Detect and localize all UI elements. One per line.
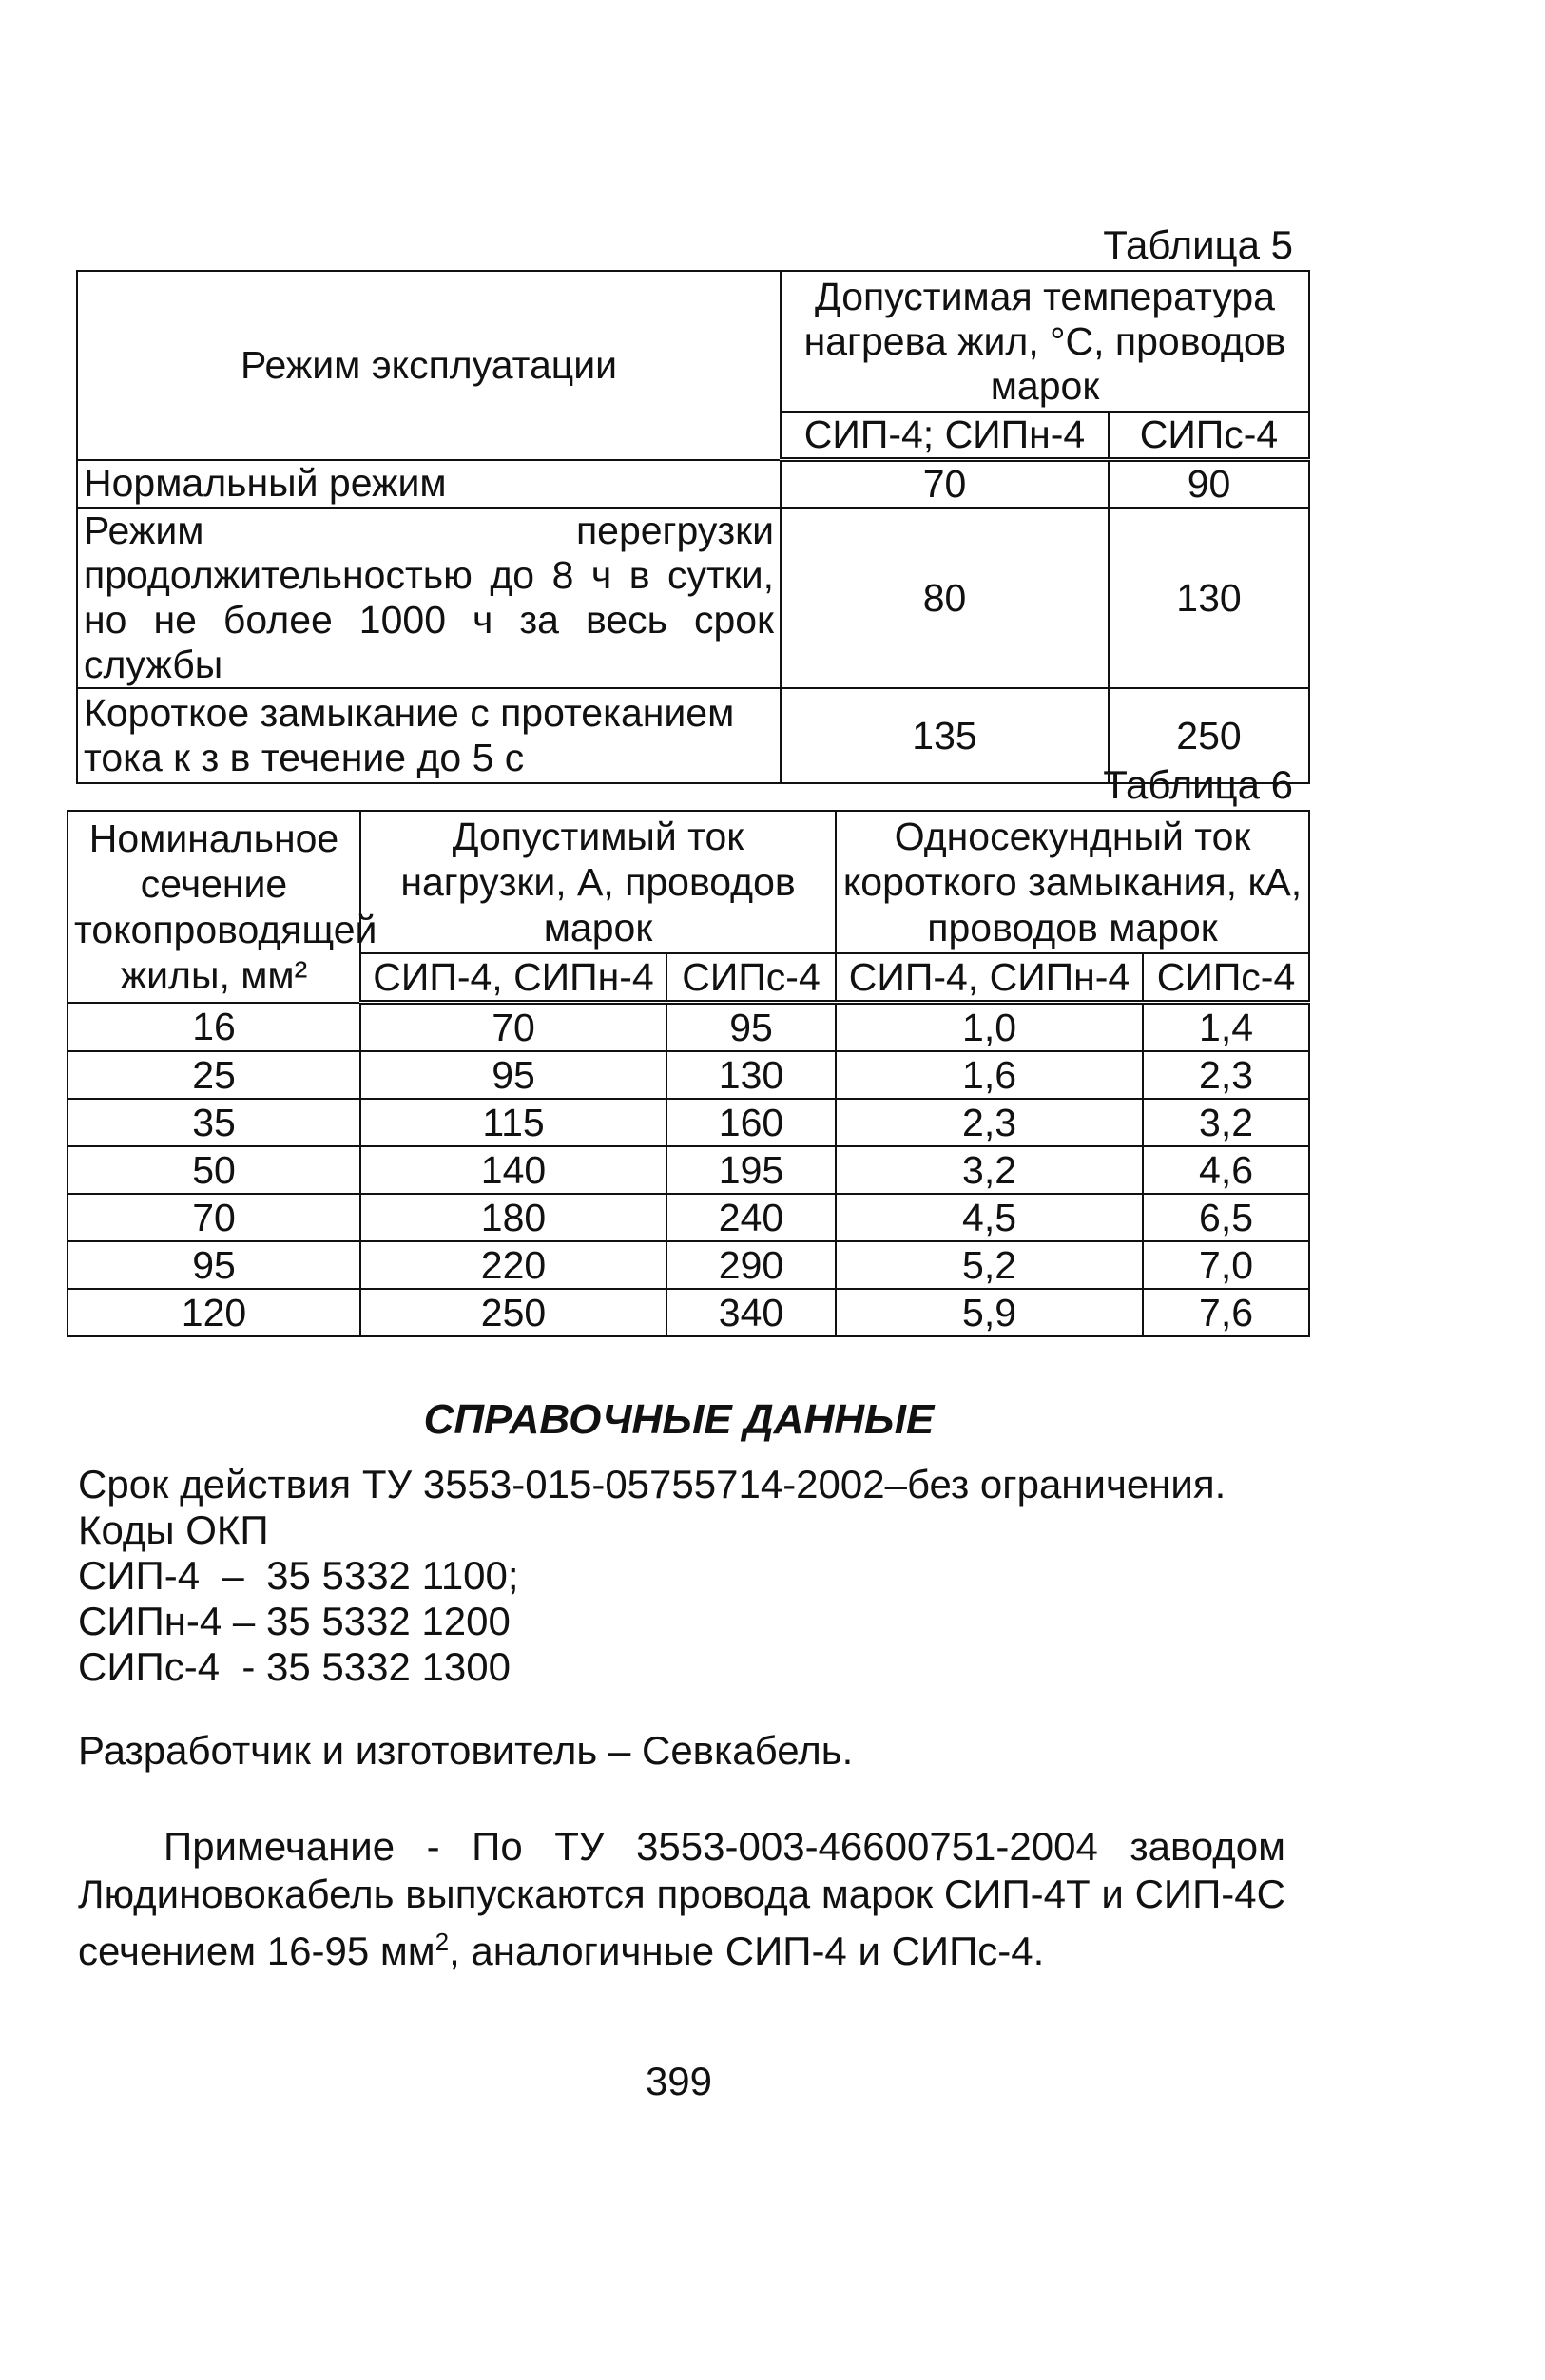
note-paragraph	[78, 1823, 1285, 1975]
table6-section-cell: 70	[68, 1194, 360, 1241]
table-row	[68, 1289, 1309, 1336]
note-line-1: Примечание - По ТУ 3553-003-46600751-2004 заводом	[164, 1824, 1285, 1869]
okp-title: Коды ОКП	[78, 1507, 269, 1552]
table6-value-cell: 115	[360, 1099, 666, 1146]
table5-value-cell: 70	[781, 460, 1109, 509]
validity-text: Срок действия ТУ 3553-015-05755714-2002–без ограничения.	[78, 1462, 1226, 1507]
table6-value-cell: 2,3	[1143, 1051, 1309, 1099]
note-line-3-a: сечением 16-95 мм	[78, 1929, 435, 1973]
table-row	[68, 1099, 1309, 1146]
table6-value-cell: 180	[360, 1194, 666, 1241]
table5-caption: Таблица 5	[1103, 222, 1293, 267]
okp-code-3: СИПс-4 - 35 5332 1300	[78, 1644, 511, 1689]
note-line-2: Людиновокабель выпускаются провода марок СИП-4Т и СИП-4С	[78, 1871, 1285, 1916]
table6-value-cell: 6,5	[1143, 1194, 1309, 1241]
table6-value-cell: 160	[666, 1099, 836, 1146]
table6-header-sub4: СИПс-4	[1143, 953, 1309, 1003]
table6-value-cell: 4,5	[836, 1194, 1143, 1241]
table6-header-sub3: СИП-4, СИПн-4	[836, 953, 1143, 1003]
table6-value-cell: 7,0	[1143, 1241, 1309, 1289]
table5-header-sub2: СИПс-4	[1109, 412, 1309, 460]
page-number: 399	[645, 2059, 713, 2103]
table6-section-cell: 50	[68, 1146, 360, 1194]
table6-value-cell: 130	[666, 1051, 836, 1099]
table5-value-cell: 250	[1109, 688, 1309, 783]
developer-text: Разработчик и изготовитель – Севкабель.	[78, 1728, 854, 1773]
table6-section-cell: 25	[68, 1051, 360, 1099]
table5-header-temp: Допустимая температура нагрева жил, °С, проводов марок	[781, 271, 1309, 412]
table6-value-cell: 3,2	[1143, 1099, 1309, 1146]
table6-section-cell: 16	[68, 1003, 360, 1052]
table6-value-cell: 95	[360, 1051, 666, 1099]
table5-value-cell: 80	[781, 508, 1109, 688]
table6-body	[68, 1003, 1309, 1337]
reference-title: СПРАВОЧНЫЕ ДАННЫЕ	[423, 1396, 935, 1443]
table6-value-cell: 5,2	[836, 1241, 1143, 1289]
note-line-3-sup: 2	[435, 1928, 450, 1956]
table6-section-cell: 95	[68, 1241, 360, 1289]
table-row	[68, 1051, 1309, 1099]
table6-header-section	[68, 811, 377, 1003]
table6-value-cell: 1,4	[1143, 1003, 1309, 1052]
table6-value-cell: 7,6	[1143, 1289, 1309, 1336]
table6-value-cell: 5,9	[836, 1289, 1143, 1336]
table6-value-cell: 250	[360, 1289, 666, 1336]
table6-header-sub2: СИПс-4	[666, 953, 836, 1003]
table-row	[68, 1194, 1309, 1241]
table-row	[68, 1146, 1309, 1194]
table-row	[68, 1003, 1309, 1052]
table-row	[77, 508, 1309, 688]
table6-value-cell: 2,3	[836, 1099, 1143, 1146]
table6-value-cell: 70	[360, 1003, 666, 1052]
table-row	[68, 1241, 1309, 1289]
note-line-3	[78, 1918, 1285, 1975]
table6	[67, 810, 1310, 1337]
table6-value-cell: 1,0	[836, 1003, 1143, 1052]
table5-mode-cell: Режим перегрузки продолжительностью до 8 ч в сутки, но не более 1000 ч за весь срок службы	[77, 508, 781, 688]
table6-header-sub1: СИП-4, СИПн-4	[360, 953, 666, 1003]
table6-section-cell: 35	[68, 1099, 360, 1146]
table-row	[77, 460, 1309, 509]
note-line-3-b: , аналогичные СИП-4 и СИПс-4.	[449, 1929, 1045, 1973]
table6-value-cell: 195	[666, 1146, 836, 1194]
table6-value-cell: 95	[666, 1003, 836, 1052]
table5	[76, 270, 1310, 784]
table6-value-cell: 1,6	[836, 1051, 1143, 1099]
table5-value-cell: 135	[781, 688, 1109, 783]
table6-value-cell: 240	[666, 1194, 836, 1241]
table6-header-current: Допустимый ток нагрузки, А, проводов марок	[360, 811, 836, 953]
table6-value-cell: 4,6	[1143, 1146, 1309, 1194]
table5-mode-cell: Нормальный режим	[77, 460, 781, 509]
table5-value-cell: 130	[1109, 508, 1309, 688]
table5-value-cell: 90	[1109, 460, 1309, 509]
table6-caption: Таблица 6	[1103, 762, 1293, 807]
okp-code-2: СИПн-4 – 35 5332 1200	[78, 1599, 511, 1643]
table6-value-cell: 220	[360, 1241, 666, 1289]
table6-value-cell: 140	[360, 1146, 666, 1194]
table6-section-cell: 120	[68, 1289, 360, 1336]
table6-value-cell: 340	[666, 1289, 836, 1336]
table6-header-short: Односекундный ток короткого замыкания, кА, проводов марок	[836, 811, 1309, 953]
table6-value-cell: 290	[666, 1241, 836, 1289]
okp-code-1: СИП-4 – 35 5332 1100;	[78, 1553, 519, 1598]
table6-value-cell: 3,2	[836, 1146, 1143, 1194]
table5-header-mode: Режим эксплуатации	[77, 271, 781, 460]
table5-mode-cell: Короткое замыкание с протеканием тока к з в течение до 5 с	[77, 688, 781, 783]
table6-header-section-text: Номинальное сечение токопроводящей жилы, мм²	[74, 816, 377, 997]
table5-header-sub1: СИП-4; СИПн-4	[781, 412, 1109, 460]
